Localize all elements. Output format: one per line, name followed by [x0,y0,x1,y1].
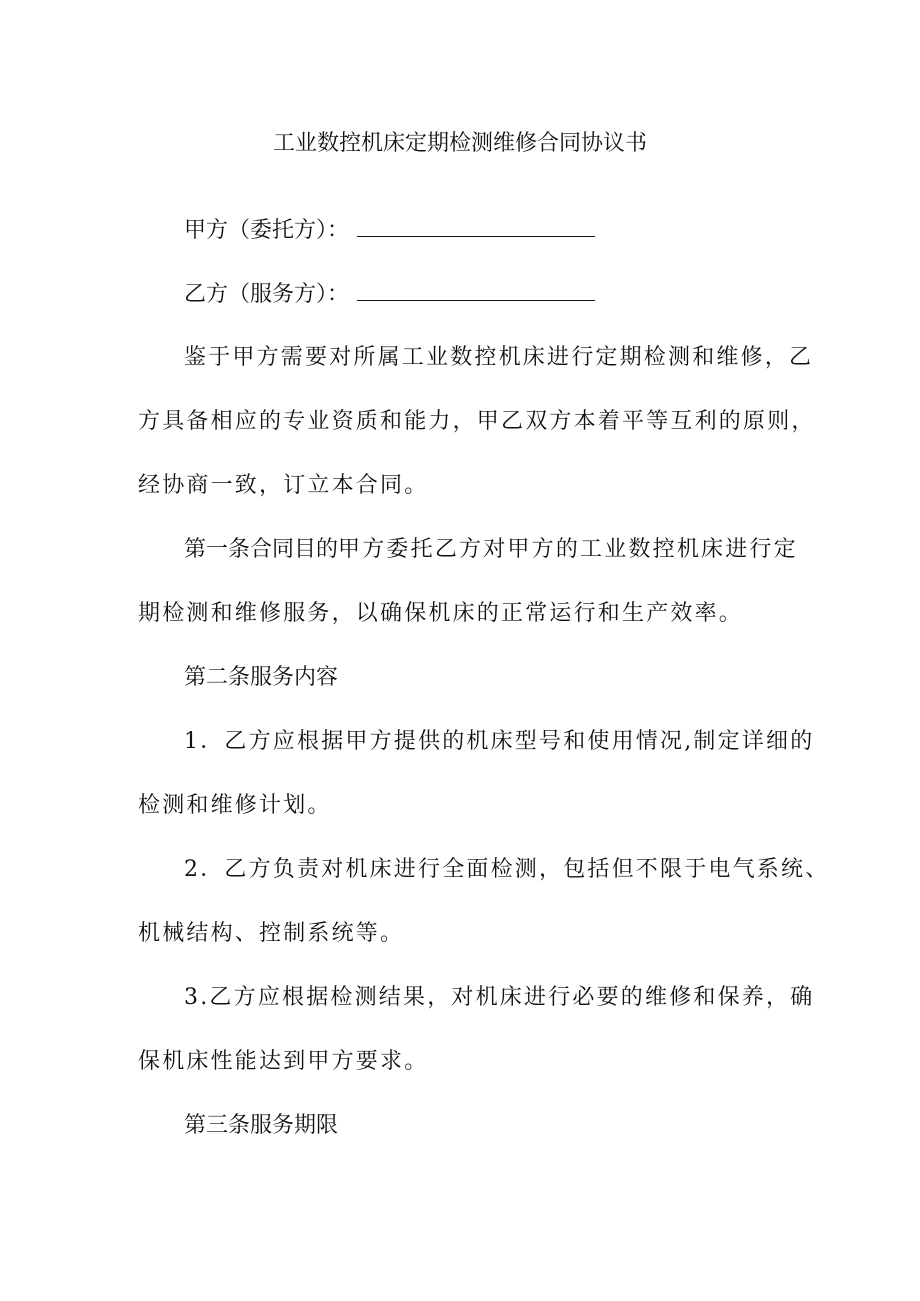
article2-item1-line-2: 检测和维修计划。 [138,793,332,818]
article2-item3-line-2: 保机床性能达到甲方要求。 [138,1049,429,1074]
article2-item3-line-1: 3.乙方应根据检测结果，对机床进行必要的维修和保养，确 [184,985,815,1010]
party-a-line [184,214,595,247]
article1-line-1 [184,534,798,566]
party-a-blank[interactable] [357,214,595,237]
article2-item2-line-2: 机械结构、控制系统等。 [138,921,405,946]
preamble-line-1: 鉴于甲方需要对所属工业数控机床进行定期检测和维修，乙 [184,345,814,370]
party-a-label: 甲方（委托方）： [184,218,350,243]
preamble-line-3: 经协商一致，订立本合同。 [138,473,429,498]
party-b-line [184,278,595,311]
article1-heading: 第一条合同目的 [184,537,339,562]
document-title: 工业数控机床定期检测维修合同协议书 [272,131,647,156]
article1-text-1: 甲方委托乙方对甲方的工业数控机床进行定 [338,537,798,562]
article2-item1-line-1: 1．乙方应根据甲方提供的机床型号和使用情况,制定详细的 [184,729,815,754]
article2-heading: 第二条服务内容 [184,665,339,690]
article3-heading: 第三条服务期限 [184,1113,339,1138]
preamble-line-2: 方具备相应的专业资质和能力，甲乙双方本着平等互利的原则， [138,409,816,434]
article2-item2-line-1: 2．乙方负责对机床进行全面检测，包括但不限于电气系统、 [184,857,830,882]
party-b-blank[interactable] [357,278,595,301]
party-b-label: 乙方（服务方）： [184,282,350,307]
article1-line-2: 期检测和维修服务，以确保机床的正常运行和生产效率。 [138,601,744,626]
